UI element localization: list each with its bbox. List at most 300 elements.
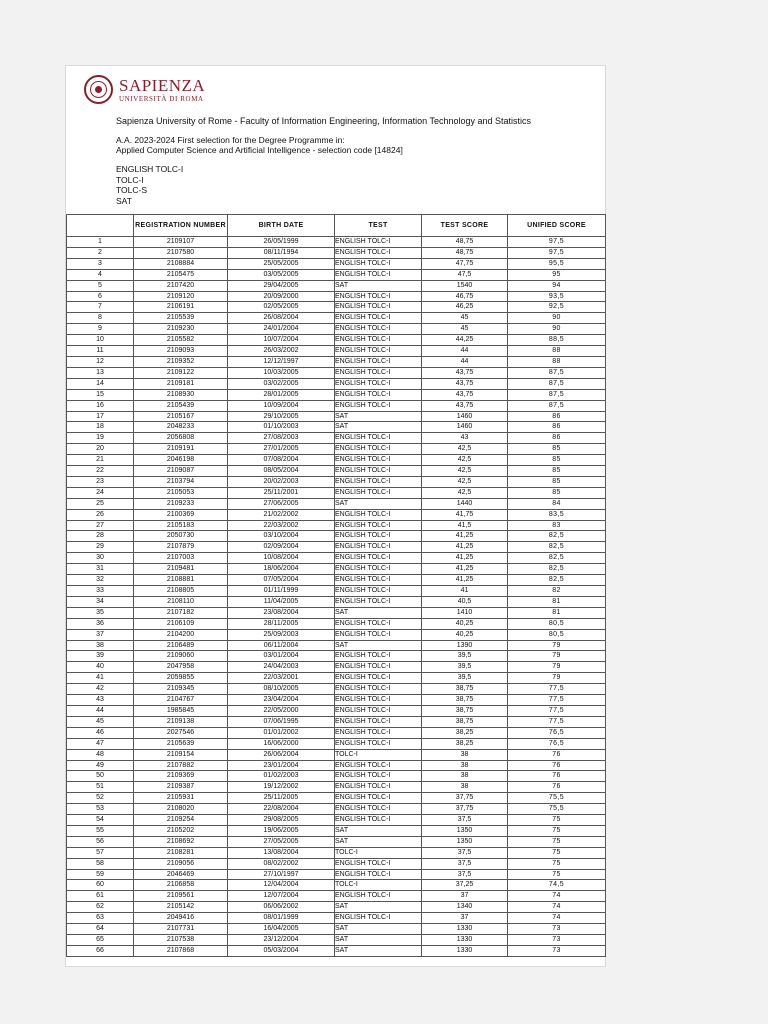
birth-date: 26/03/2002: [228, 346, 335, 357]
registration-number: 2046469: [134, 869, 228, 880]
test-score: 1350: [422, 836, 508, 847]
row-index: 5: [67, 280, 134, 291]
unified-score: 88,5: [508, 335, 606, 346]
row-index: 37: [67, 629, 134, 640]
row-index: 21: [67, 455, 134, 466]
registration-number: 2104200: [134, 629, 228, 640]
test-type: ENGLISH TOLC-I: [335, 444, 422, 455]
test-type: ENGLISH TOLC-I: [335, 400, 422, 411]
table-row: [67, 575, 606, 586]
test-score: 1460: [422, 411, 508, 422]
unified-score: 85: [508, 466, 606, 477]
test-type: SAT: [335, 945, 422, 956]
unified-score: 74,5: [508, 880, 606, 891]
table-row: [67, 313, 606, 324]
unified-score: 76: [508, 749, 606, 760]
registration-number: 2049416: [134, 913, 228, 924]
registration-number: 2107731: [134, 924, 228, 935]
table-row: [67, 586, 606, 597]
test-type: ENGLISH TOLC-I: [335, 716, 422, 727]
test-score: 41,75: [422, 509, 508, 520]
table-row: [67, 531, 606, 542]
test-score: 44: [422, 346, 508, 357]
table-row: [67, 607, 606, 618]
birth-date: 10/09/2004: [228, 400, 335, 411]
registration-number: 2109056: [134, 858, 228, 869]
header-test: TEST: [335, 215, 422, 237]
test-score: 37: [422, 913, 508, 924]
birth-date: 07/08/2004: [228, 455, 335, 466]
test-type: ENGLISH TOLC-I: [335, 705, 422, 716]
test-type: ENGLISH TOLC-I: [335, 302, 422, 313]
table-row: [67, 455, 606, 466]
birth-date: 10/07/2004: [228, 335, 335, 346]
test-score: 39,5: [422, 673, 508, 684]
table-row: [67, 902, 606, 913]
birth-date: 12/04/2004: [228, 880, 335, 891]
unified-score: 84: [508, 498, 606, 509]
row-index: 40: [67, 662, 134, 673]
test-score: 37,25: [422, 880, 508, 891]
unified-score: 82,5: [508, 542, 606, 553]
table-row: [67, 509, 606, 520]
test-score: 38,75: [422, 684, 508, 695]
unified-score: 75: [508, 847, 606, 858]
row-index: 57: [67, 847, 134, 858]
unified-score: 75: [508, 815, 606, 826]
test-score: 43,75: [422, 389, 508, 400]
document-page: [65, 65, 606, 967]
test-type: ENGLISH TOLC-I: [335, 520, 422, 531]
header-index: [67, 215, 134, 237]
test-type: ENGLISH TOLC-I: [335, 869, 422, 880]
test-score: 45: [422, 313, 508, 324]
birth-date: 21/02/2002: [228, 509, 335, 520]
unified-score: 83: [508, 520, 606, 531]
unified-score: 86: [508, 433, 606, 444]
test-type: ENGLISH TOLC-I: [335, 913, 422, 924]
test-type: SAT: [335, 640, 422, 651]
registration-number: 2108884: [134, 258, 228, 269]
birth-date: 08/02/2002: [228, 858, 335, 869]
test-score: 1330: [422, 935, 508, 946]
birth-date: 24/01/2004: [228, 324, 335, 335]
birth-date: 19/06/2005: [228, 825, 335, 836]
registration-number: 2109154: [134, 749, 228, 760]
registration-number: 2107182: [134, 607, 228, 618]
table-row: [67, 935, 606, 946]
registration-number: 2107538: [134, 935, 228, 946]
row-index: 55: [67, 825, 134, 836]
row-index: 54: [67, 815, 134, 826]
birth-date: 25/05/2005: [228, 258, 335, 269]
table-row: [67, 520, 606, 531]
test-type: ENGLISH TOLC-I: [335, 378, 422, 389]
table-row: [67, 913, 606, 924]
unified-score: 76: [508, 760, 606, 771]
registration-number: 2109107: [134, 237, 228, 248]
birth-date: 08/10/2005: [228, 684, 335, 695]
table-row: [67, 924, 606, 935]
results-table: [66, 214, 606, 957]
test-score: 42,5: [422, 476, 508, 487]
test-score: 48,75: [422, 237, 508, 248]
unified-score: 73: [508, 924, 606, 935]
row-index: 36: [67, 618, 134, 629]
registration-number: 2108692: [134, 836, 228, 847]
row-index: 15: [67, 389, 134, 400]
table-row: [67, 389, 606, 400]
table-row: [67, 749, 606, 760]
row-index: 58: [67, 858, 134, 869]
unified-score: 83,5: [508, 509, 606, 520]
test-type: SAT: [335, 825, 422, 836]
test-type: ENGLISH TOLC-I: [335, 815, 422, 826]
test-type: ENGLISH TOLC-I: [335, 335, 422, 346]
unified-score: 95: [508, 269, 606, 280]
birth-date: 16/06/2000: [228, 738, 335, 749]
test-type: ENGLISH TOLC-I: [335, 891, 422, 902]
row-index: 56: [67, 836, 134, 847]
header-registration-number: REGISTRATION NUMBER: [134, 215, 228, 237]
test-score: 46,75: [422, 291, 508, 302]
test-type: SAT: [335, 411, 422, 422]
unified-score: 92,5: [508, 302, 606, 313]
unified-score: 79: [508, 640, 606, 651]
birth-date: 29/10/2005: [228, 411, 335, 422]
birth-date: 07/05/2004: [228, 575, 335, 586]
table-row: [67, 367, 606, 378]
test-type: ENGLISH TOLC-I: [335, 684, 422, 695]
registration-number: 2027546: [134, 727, 228, 738]
registration-number: 2108930: [134, 389, 228, 400]
unified-score: 73: [508, 935, 606, 946]
unified-score: 87,5: [508, 389, 606, 400]
test-score: 42,5: [422, 487, 508, 498]
test-type: SAT: [335, 836, 422, 847]
table-row: [67, 269, 606, 280]
test-type: ENGLISH TOLC-I: [335, 269, 422, 280]
row-index: 30: [67, 553, 134, 564]
test-score: 43,75: [422, 367, 508, 378]
logo-subtitle: UNIVERSITÀ DI ROMA: [119, 94, 204, 103]
table-row: [67, 891, 606, 902]
birth-date: 22/03/2001: [228, 673, 335, 684]
header-birth-date: BIRTH DATE: [228, 215, 335, 237]
birth-date: 03/05/2005: [228, 269, 335, 280]
test-type: ENGLISH TOLC-I: [335, 356, 422, 367]
row-index: 24: [67, 487, 134, 498]
unified-score: 82: [508, 586, 606, 597]
test-list: [116, 164, 596, 206]
birth-date: 23/08/2004: [228, 607, 335, 618]
registration-number: 2105539: [134, 313, 228, 324]
table-row: [67, 422, 606, 433]
row-index: 29: [67, 542, 134, 553]
table-row: [67, 291, 606, 302]
document-title: Sapienza University of Rome - Faculty of Information Engineering, Information Technology and Statistics: [116, 116, 532, 126]
test-type: ENGLISH TOLC-I: [335, 291, 422, 302]
row-index: 6: [67, 291, 134, 302]
test-score: 40,5: [422, 596, 508, 607]
test-score: 38: [422, 760, 508, 771]
registration-number: 2106858: [134, 880, 228, 891]
registration-number: 2107420: [134, 280, 228, 291]
birth-date: 19/12/2002: [228, 782, 335, 793]
birth-date: 22/03/2002: [228, 520, 335, 531]
test-score: 1440: [422, 498, 508, 509]
row-index: 62: [67, 902, 134, 913]
unified-score: 85: [508, 455, 606, 466]
test-type: SAT: [335, 935, 422, 946]
table-header-row: [67, 215, 606, 237]
unified-score: 86: [508, 422, 606, 433]
test-score: 1540: [422, 280, 508, 291]
row-index: 45: [67, 716, 134, 727]
test-type: ENGLISH TOLC-I: [335, 564, 422, 575]
test-type: ENGLISH TOLC-I: [335, 695, 422, 706]
test-item: TOLC-I: [116, 174, 144, 185]
test-score: 42,5: [422, 466, 508, 477]
registration-number: 2108805: [134, 586, 228, 597]
test-score: 38,75: [422, 716, 508, 727]
birth-date: 27/06/2005: [228, 498, 335, 509]
row-index: 61: [67, 891, 134, 902]
test-score: 43,75: [422, 400, 508, 411]
test-type: ENGLISH TOLC-I: [335, 455, 422, 466]
row-index: 2: [67, 247, 134, 258]
row-index: 34: [67, 596, 134, 607]
selection-line-1: A.A. 2023-2024 First selection for the Degree Programme in:: [116, 135, 345, 145]
registration-number: 2105053: [134, 487, 228, 498]
test-type: ENGLISH TOLC-I: [335, 542, 422, 553]
test-type: SAT: [335, 902, 422, 913]
test-score: 1340: [422, 902, 508, 913]
test-score: 38,75: [422, 695, 508, 706]
table-row: [67, 880, 606, 891]
registration-number: 2109087: [134, 466, 228, 477]
birth-date: 27/10/1997: [228, 869, 335, 880]
test-type: ENGLISH TOLC-I: [335, 553, 422, 564]
row-index: 1: [67, 237, 134, 248]
logo-name: SAPIENZA: [119, 75, 206, 95]
table-row: [67, 716, 606, 727]
row-index: 12: [67, 356, 134, 367]
birth-date: 28/11/2005: [228, 618, 335, 629]
birth-date: 24/04/2003: [228, 662, 335, 673]
table-row: [67, 945, 606, 956]
test-score: 40,25: [422, 618, 508, 629]
birth-date: 07/06/1995: [228, 716, 335, 727]
unified-score: 75: [508, 836, 606, 847]
table-row: [67, 771, 606, 782]
unified-score: 82,5: [508, 564, 606, 575]
test-score: 39,5: [422, 662, 508, 673]
unified-score: 77,5: [508, 716, 606, 727]
registration-number: 2109254: [134, 815, 228, 826]
test-score: 47,5: [422, 269, 508, 280]
row-index: 63: [67, 913, 134, 924]
unified-score: 81: [508, 607, 606, 618]
birth-date: 29/08/2005: [228, 815, 335, 826]
table-row: [67, 542, 606, 553]
row-index: 13: [67, 367, 134, 378]
birth-date: 11/04/2005: [228, 596, 335, 607]
birth-date: 03/02/2005: [228, 378, 335, 389]
test-type: ENGLISH TOLC-I: [335, 509, 422, 520]
row-index: 20: [67, 444, 134, 455]
test-type: ENGLISH TOLC-I: [335, 596, 422, 607]
test-score: 46,25: [422, 302, 508, 313]
registration-number: 2108281: [134, 847, 228, 858]
unified-score: 94: [508, 280, 606, 291]
test-type: ENGLISH TOLC-I: [335, 324, 422, 335]
birth-date: 26/06/2004: [228, 749, 335, 760]
table-row: [67, 498, 606, 509]
row-index: 64: [67, 924, 134, 935]
test-type: ENGLISH TOLC-I: [335, 466, 422, 477]
registration-number: 2047958: [134, 662, 228, 673]
birth-date: 01/10/2003: [228, 422, 335, 433]
unified-score: 75: [508, 858, 606, 869]
registration-number: 2103794: [134, 476, 228, 487]
test-score: 1410: [422, 607, 508, 618]
test-score: 38: [422, 749, 508, 760]
unified-score: 76,5: [508, 727, 606, 738]
test-item: SAT: [116, 195, 132, 206]
test-type: SAT: [335, 607, 422, 618]
unified-score: 88: [508, 356, 606, 367]
birth-date: 26/05/1999: [228, 237, 335, 248]
table-row: [67, 836, 606, 847]
registration-number: 2109345: [134, 684, 228, 695]
unified-score: 97,5: [508, 237, 606, 248]
birth-date: 20/09/2000: [228, 291, 335, 302]
row-index: 32: [67, 575, 134, 586]
birth-date: 08/05/2004: [228, 466, 335, 477]
table-row: [67, 662, 606, 673]
registration-number: 2105931: [134, 793, 228, 804]
table-row: [67, 804, 606, 815]
header-unified-score: UNIFIED SCORE: [508, 215, 606, 237]
selection-line-2: Applied Computer Science and Artificial Intelligence - selection code [14824]: [116, 145, 403, 155]
table-row: [67, 247, 606, 258]
registration-number: 2107879: [134, 542, 228, 553]
test-type: ENGLISH TOLC-I: [335, 258, 422, 269]
unified-score: 97,5: [508, 247, 606, 258]
unified-score: 90: [508, 313, 606, 324]
table-row: [67, 651, 606, 662]
row-index: 51: [67, 782, 134, 793]
table-row: [67, 629, 606, 640]
unified-score: 86: [508, 411, 606, 422]
unified-score: 81: [508, 596, 606, 607]
test-score: 38,75: [422, 705, 508, 716]
test-score: 41,25: [422, 575, 508, 586]
test-score: 41,25: [422, 564, 508, 575]
test-score: 1390: [422, 640, 508, 651]
test-score: 1350: [422, 825, 508, 836]
table-row: [67, 487, 606, 498]
unified-score: 82,5: [508, 553, 606, 564]
registration-number: 2109481: [134, 564, 228, 575]
table-row: [67, 793, 606, 804]
row-index: 27: [67, 520, 134, 531]
test-score: 1330: [422, 924, 508, 935]
birth-date: 02/05/2005: [228, 302, 335, 313]
table-row: [67, 760, 606, 771]
test-score: 41,25: [422, 553, 508, 564]
unified-score: 79: [508, 662, 606, 673]
registration-number: 2050730: [134, 531, 228, 542]
row-index: 9: [67, 324, 134, 335]
test-type: ENGLISH TOLC-I: [335, 247, 422, 258]
row-index: 41: [67, 673, 134, 684]
unified-score: 87,5: [508, 400, 606, 411]
test-type: ENGLISH TOLC-I: [335, 237, 422, 248]
table-row: [67, 815, 606, 826]
test-type: ENGLISH TOLC-I: [335, 346, 422, 357]
registration-number: 2107580: [134, 247, 228, 258]
test-score: 41: [422, 586, 508, 597]
birth-date: 06/11/2004: [228, 640, 335, 651]
registration-number: 2109181: [134, 378, 228, 389]
unified-score: 95,5: [508, 258, 606, 269]
test-type: ENGLISH TOLC-I: [335, 858, 422, 869]
table-row: [67, 858, 606, 869]
registration-number: 2109120: [134, 291, 228, 302]
test-type: SAT: [335, 498, 422, 509]
test-score: 42,5: [422, 444, 508, 455]
registration-number: 2109369: [134, 771, 228, 782]
table-row: [67, 411, 606, 422]
birth-date: 25/11/2001: [228, 487, 335, 498]
test-score: 37,5: [422, 815, 508, 826]
test-score: 45: [422, 324, 508, 335]
row-index: 50: [67, 771, 134, 782]
row-index: 33: [67, 586, 134, 597]
registration-number: 2108020: [134, 804, 228, 815]
birth-date: 16/04/2005: [228, 924, 335, 935]
registration-number: 2109561: [134, 891, 228, 902]
unified-score: 80,5: [508, 618, 606, 629]
unified-score: 82,5: [508, 575, 606, 586]
registration-number: 2109230: [134, 324, 228, 335]
table-row: [67, 444, 606, 455]
birth-date: 27/08/2003: [228, 433, 335, 444]
table-row: [67, 695, 606, 706]
test-score: 44,25: [422, 335, 508, 346]
table-row: [67, 640, 606, 651]
row-index: 47: [67, 738, 134, 749]
birth-date: 08/11/1994: [228, 247, 335, 258]
registration-number: 2100369: [134, 509, 228, 520]
test-score: 37,5: [422, 847, 508, 858]
test-type: TOLC-I: [335, 880, 422, 891]
test-type: ENGLISH TOLC-I: [335, 433, 422, 444]
birth-date: 10/08/2004: [228, 553, 335, 564]
row-index: 66: [67, 945, 134, 956]
registration-number: 2107868: [134, 945, 228, 956]
row-index: 19: [67, 433, 134, 444]
test-score: 41,25: [422, 542, 508, 553]
table-row: [67, 302, 606, 313]
registration-number: 2107882: [134, 760, 228, 771]
birth-date: 23/01/2004: [228, 760, 335, 771]
test-type: TOLC-I: [335, 847, 422, 858]
test-type: ENGLISH TOLC-I: [335, 367, 422, 378]
test-score: 37,75: [422, 793, 508, 804]
